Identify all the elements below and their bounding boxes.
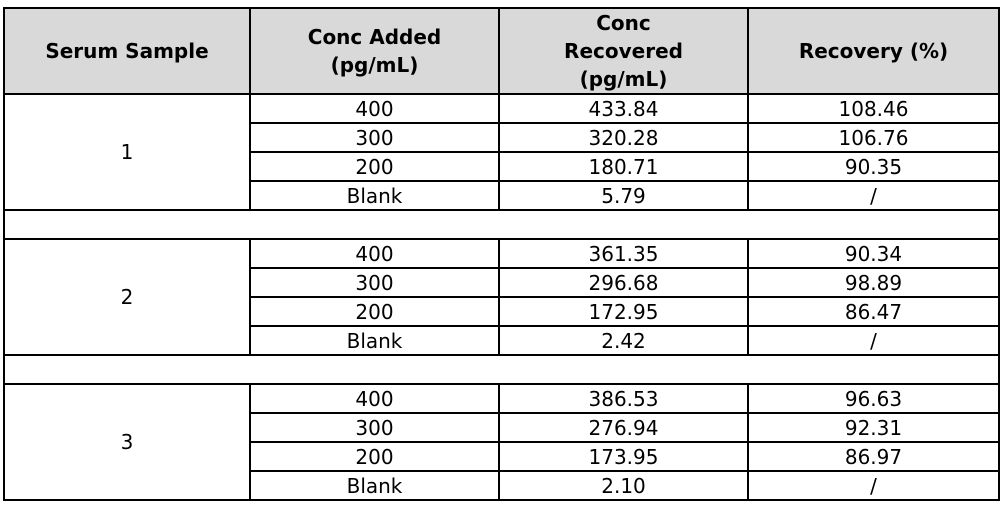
header-recovery [748,8,999,94]
header-serum-sample [4,8,250,94]
conc-added-cell: 200 [250,442,499,471]
spacer-cell [4,210,999,239]
conc-added-cell: 200 [250,152,499,181]
header-serum-sample-line: Serum Sample [45,39,209,63]
header-row [4,8,999,94]
recovery-cell: 86.47 [748,297,999,326]
conc-added-cell: 200 [250,297,499,326]
header-conc-recovered-line2: Recovered [564,39,683,63]
table-row [4,239,999,268]
conc-added-cell: 300 [250,413,499,442]
conc-added-cell: 300 [250,123,499,152]
serum-sample-cell: 3 [4,384,250,500]
conc-added-cell: 400 [250,384,499,413]
spacer-row [4,210,999,239]
header-recovery-line: Recovery (%) [798,39,949,63]
spacer-cell [4,355,999,384]
conc-added-cell: Blank [250,471,499,500]
recovery-cell: / [748,471,999,500]
conc-recovered-cell: 296.68 [499,268,748,297]
conc-recovered-cell: 276.94 [499,413,748,442]
table-row [4,384,999,413]
recovery-cell: 108.46 [748,94,999,123]
recovery-cell: 90.35 [748,152,999,181]
conc-recovered-cell: 5.79 [499,181,748,210]
recovery-cell: 86.97 [748,442,999,471]
recovery-cell: 106.76 [748,123,999,152]
conc-recovered-cell: 180.71 [499,152,748,181]
serum-sample-cell: 1 [4,94,250,210]
recovery-cell: 92.31 [748,413,999,442]
conc-recovered-cell: 2.42 [499,326,748,355]
conc-added-cell: 400 [250,94,499,123]
conc-added-cell: Blank [250,326,499,355]
conc-added-cell: 400 [250,239,499,268]
conc-added-cell: Blank [250,181,499,210]
header-conc-recovered-line3: (pg/mL) [579,67,668,91]
conc-recovered-cell: 2.10 [499,471,748,500]
recovery-cell: 90.34 [748,239,999,268]
recovery-cell: 98.89 [748,268,999,297]
table-row [4,94,999,123]
recovery-cell: / [748,181,999,210]
header-conc-recovered-line1: Conc [596,11,651,35]
conc-recovered-cell: 320.28 [499,123,748,152]
conc-recovered-cell: 361.35 [499,239,748,268]
conc-recovered-cell: 172.95 [499,297,748,326]
header-conc-added-line1: Conc Added [307,25,442,49]
conc-recovered-cell: 386.53 [499,384,748,413]
recovery-cell: 96.63 [748,384,999,413]
conc-added-cell: 300 [250,268,499,297]
recovery-table [3,7,1000,501]
header-conc-added-line2: (pg/mL) [330,53,419,77]
conc-recovered-cell: 173.95 [499,442,748,471]
header-conc-recovered [499,8,748,94]
header-conc-added [250,8,499,94]
conc-recovered-cell: 433.84 [499,94,748,123]
serum-sample-cell: 2 [4,239,250,355]
spacer-row [4,355,999,384]
recovery-cell: / [748,326,999,355]
